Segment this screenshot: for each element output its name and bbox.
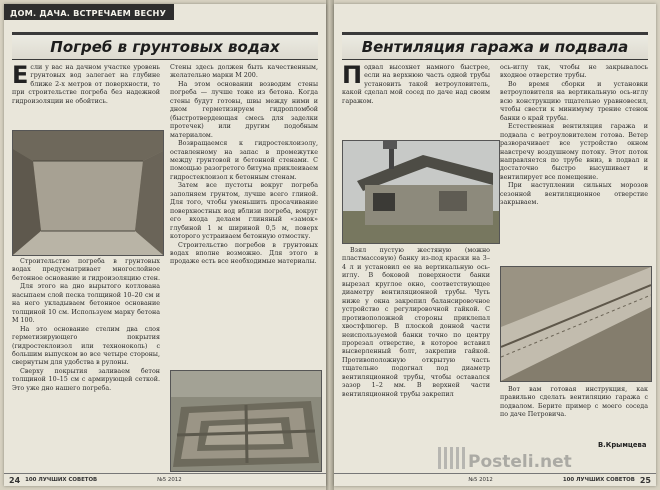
photo-garage-ventilator [342, 140, 500, 244]
photo-foundation-formwork [170, 370, 322, 472]
paragraph: Сверху покрытия заливаем бетон толщиной 10–15 см с армирующей сеткой. Это уже дно нашего погреба. [12, 367, 160, 392]
right-col2-bottom [500, 386, 648, 420]
paragraph: одвал высохнет намного быстрее, если на верхнюю часть одной трубы установить такой ветроуловитель, какой сделал мой сосед по даче над своим гаражом. [342, 64, 490, 105]
paragraph: Возвращаемся к гидростеклоизолу, оставленному на запас в промежутке между грунтовой и бетонной стенами. С помощью разогретого битума приклеиваем гидростеклоизол к бетонным стенам. [170, 140, 318, 181]
drop-cap: П [342, 61, 363, 89]
paragraph: При наступлении сильных морозов сезонной вентиляционное отверстие закрываем. [500, 182, 648, 207]
left-col1-bottom [12, 258, 160, 393]
section-header: ДОМ. ДАЧА. ВСТРЕЧАЕМ ВЕСНУ [4, 4, 174, 20]
article-title-ventilation: Вентиляция гаража и подвала [342, 32, 648, 60]
right-col2 [500, 64, 648, 208]
author-signature: В.Крымцева [598, 441, 647, 449]
right-page [334, 4, 656, 486]
photo-basement-wall [500, 266, 652, 382]
paragraph: Затем все пустоты вокруг погреба заполняем грунтом, лучше всего глиной. Для того, чтобы уменьшить просачивание поверхностных вод вблизи погреба, вокруг его входа делаем глиняный «замок» глубиной 1 м шириной 0,5 м, поверх которого устраиваем бетонную отмостку. [170, 182, 318, 241]
paragraph: Строительство погребов в грунтовых водах вполне возможно. Для этого в продаже есть все необходимые материалы. [170, 241, 318, 266]
paragraph: Взял пустую жестяную (можно пластмассовую) банку из-под краски на 3–4 л и установил ее на вертикальную ось-иглу. В боковой поверхности банки вырезал круглое окно, соответствующее диаметру вентиляционной трубы. Чуть ниже у окна закрепил балансировочное устройство с регулировочной гайкой. С противоположной стороны приклепал хвостфлюгер. В плоской донной части неиспользуемой банки точно по центру прорезал отверстие, в которое вставил высверленный болт, закрепив гайкой. Противоположную открытую часть тщательно подогнал под диаметр вентиляционной трубы, чтобы оставался зазор 1–2 мм. В верхней части вентиляционной трубы закрепил [342, 247, 490, 398]
paragraph: Естественная вентиляция гаража и подвала с ветроуловителем готова. Ветер разворачивает все устройство окном навстречу воздушному потоку. Этот поток направляется по трубе вниз, в подвал и достаточно быстро высушивает и вентилирует все помещение. [500, 123, 648, 181]
paragraph: Для этого на дно вырытого котлована насыпаем слой песка толщиной 10–20 см и на него укладываем бетонное основание толщиной 10 см. Используем марку бетона М 100. [12, 283, 160, 325]
drop-cap: Е [12, 61, 29, 89]
left-footer [4, 473, 326, 486]
right-col1-bottom [342, 247, 490, 399]
page-number: 24 [9, 475, 21, 485]
paragraph: Стены здесь должен быть качественным, желательно марки М 200. [170, 64, 318, 80]
issue-number: №5 2012 [157, 477, 182, 483]
paragraph: сли у вас на дачном участке уровень грунтовых вод залегает на глубине ближе 2-х метров от поверхности, то при строительстве погреба без надежной гидроизоляции не обойтись. [12, 64, 160, 105]
magazine-name: 100 ЛУЧШИХ СОВЕТОВ [25, 477, 98, 483]
paragraph: ось-иглу так, чтобы не закрывалось входное отверстие трубы. [500, 64, 648, 80]
left-col1-top [12, 61, 160, 106]
paragraph: На этом основании возводим стены погреба — лучше тоже из бетона. Когда стены будут готовы, швы между ними и дном герметизируем гидропломбой (быстротвердеющая смесь для заделки протечек) или другим подобным материалом. [170, 80, 318, 139]
page-number: 25 [639, 475, 651, 485]
left-col2 [170, 64, 318, 267]
watermark-stripes [438, 447, 468, 469]
issue-number: №5 2012 [468, 477, 493, 483]
right-col1-top [342, 61, 490, 106]
paragraph: Во время сборки и установки ветроуловителя на вертикальную ось-иглу всю конструкцию тщательно уравновесил, чтобы свести к минимуму трение стенок банки о край трубы. [500, 80, 648, 122]
watermark: Posteli.net [468, 452, 572, 472]
page-gutter [326, 0, 334, 490]
paragraph: Вот вам готовая инструкция, как правильно сделать вентиляцию гаража с подвалом. Берите пример с моего соседа по даче Петровича. [500, 386, 648, 419]
paragraph: На это основание стелим два слоя герметизирующего покрытия (гидростеклоизол или техноноколь) с большим выпуском во все четыре стороны, свернутым для удобства в рулоны. [12, 325, 160, 367]
article-title-cellar: Погреб в грунтовых водах [12, 32, 318, 60]
magazine-name: 100 ЛУЧШИХ СОВЕТОВ [562, 477, 635, 483]
left-page [4, 4, 326, 486]
paragraph: Строительство погреба в грунтовых водах предусматривает многослойное бетонное основание и гидроизоляцию стен. [12, 258, 160, 282]
photo-cellar-pit [12, 130, 164, 256]
right-footer [334, 473, 656, 486]
